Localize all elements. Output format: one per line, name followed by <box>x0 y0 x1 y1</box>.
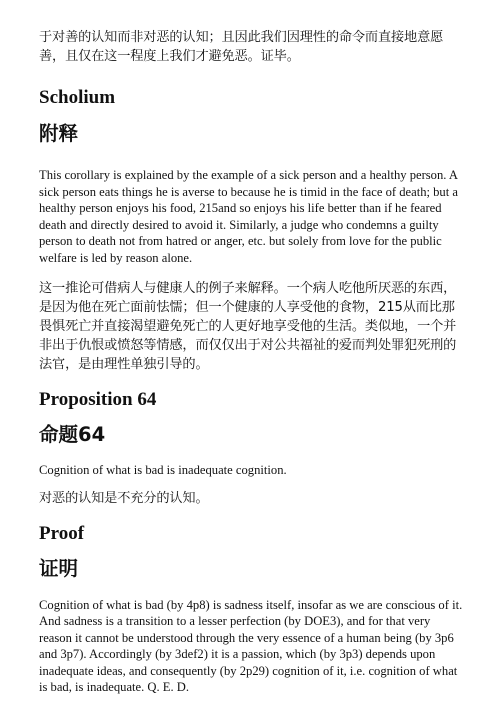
scholium-heading-cn: 附释 <box>39 122 79 145</box>
proposition-heading-en: Proposition 64 <box>39 389 157 410</box>
proof-heading-cn: 证明 <box>39 556 79 580</box>
scholium-paragraph-en: This corollary is explained by the example of a sick person and a healthy person. A sick person eats things he is averse to because he is timid in the face of death; but a healthy person enjoys his food, 215and so enjoys his life better than if he feared death and directly desired to avoid it. Similarly, a judge who condemns a guilty person to death not from hatred or anger, etc. but solely from love for the public welfare is led by reason alone. <box>39 168 458 265</box>
proof-heading-en: Proof <box>39 522 85 544</box>
intro-paragraph-cn: 于对善的认知而非对恶的认知；且因此我们因理性的命令而直接地意愿善，且仅在这一程度上我们才避免恶。证毕。 <box>39 30 444 64</box>
scholium-heading-en: Scholium <box>39 87 116 108</box>
scholium-paragraph-cn: 这一推论可借病人与健康人的例子来解释。一个病人吃他所厌恶的东西，是因为他在死亡面前怯懦；但一个健康的人享受他的食物，215从而比那畏惧死亡并直接渴望避免死亡的人更好地享受他的生活。类似地，一个并非出于仇恨或愤怒等情感，而仅仅出于对公共福祉的爱而判处罪犯死刑的法官，是由理性单独引导的。 <box>39 281 457 372</box>
proposition-heading-cn: 命题64 <box>39 423 106 446</box>
proposition-paragraph-cn: 对恶的认知是不充分的认知。 <box>39 490 209 506</box>
proof-paragraph-en: Cognition of what is bad (by 4p8) is sadness itself, insofar as we are conscious of it. And sadness is a transition to a lesser perfection (by DOE3), and for that very reason it cannot be understood through the very essence of a human being (by 3p6 and 3p7). Accordingly (by 3def2) it is a passion, which (by 3p3) depends upon inadequate ideas, and consequently (by 2p29) cognition of it, i.e. cognition of what is bad, is inadequate. Q. E. D. <box>39 597 463 694</box>
document-page <box>39 28 463 696</box>
proposition-paragraph-en: Cognition of what is bad is inadequate cognition. <box>39 463 287 477</box>
